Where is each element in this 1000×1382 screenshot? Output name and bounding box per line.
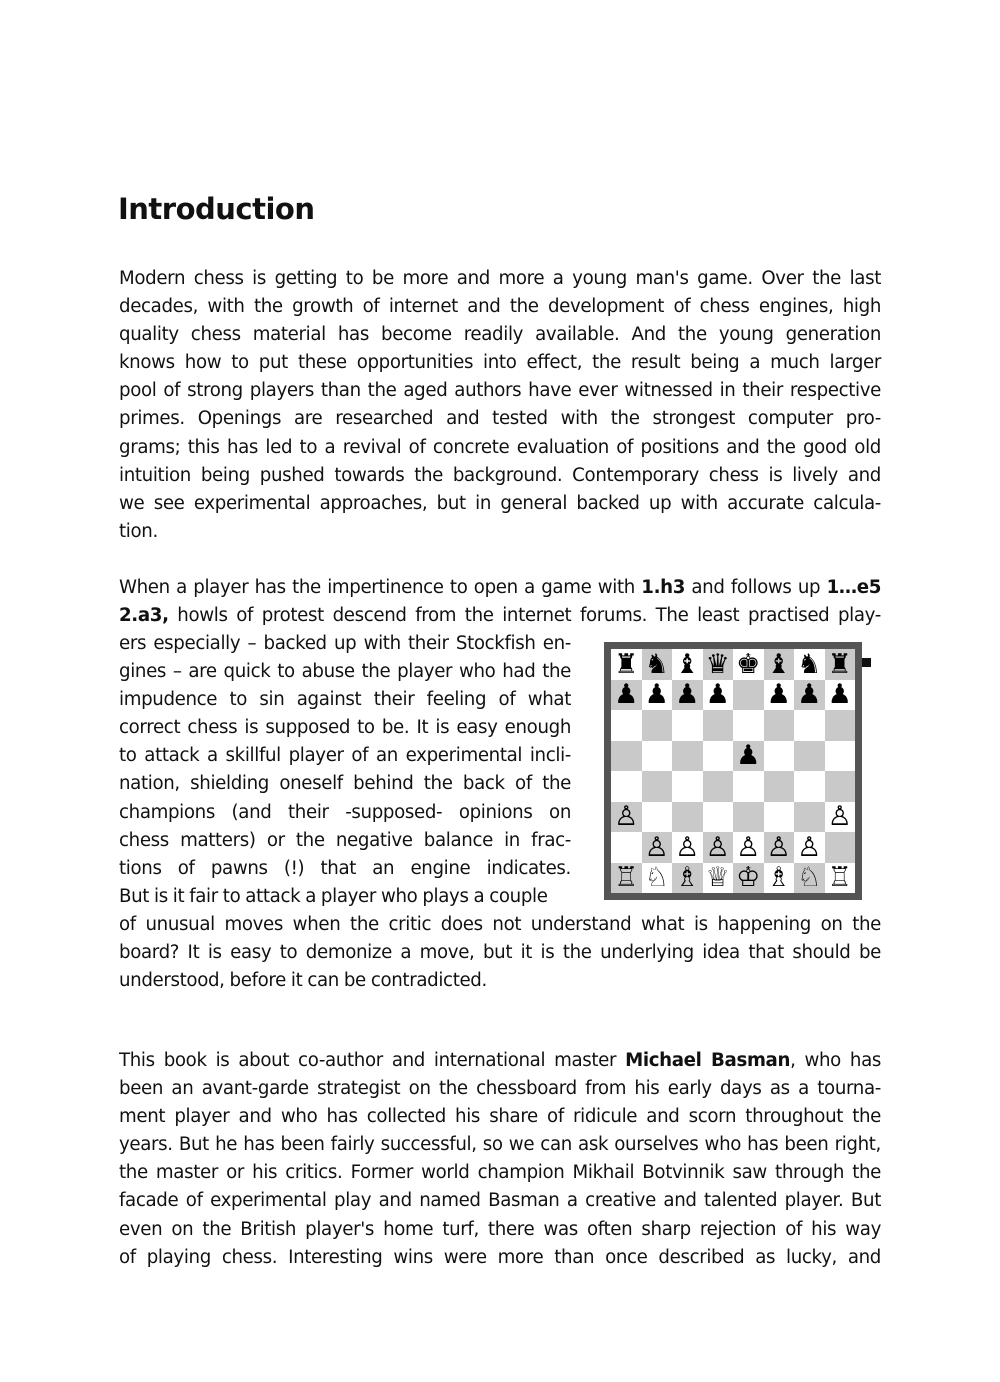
board-square: ♙	[703, 832, 734, 863]
text-line: facade of experimental play and named Basman a creative and talented player. But	[119, 1190, 881, 1212]
text-line: been an avant-garde strategist on the chessboard from his early days as a tourna-	[119, 1078, 881, 1100]
paragraph-criticism-wide	[119, 911, 881, 995]
board-square: ♛	[703, 649, 734, 680]
text-line: of playing chess. Interesting wins were more than once described as lucky, and	[119, 1246, 881, 1268]
board-square	[672, 802, 703, 833]
text-line: champions (and their -supposed- opinions on	[119, 801, 571, 823]
board-square	[733, 771, 764, 802]
text-line: Modern chess is getting to be more and more a young man's game. Over the last	[119, 268, 881, 289]
board-square	[733, 710, 764, 741]
board-square: ♟	[764, 680, 795, 711]
board-square: ♗	[672, 863, 703, 894]
paragraph-h3-line1	[119, 574, 881, 630]
text-run: This book is about co-author and international master	[119, 1050, 626, 1071]
paragraph-criticism-narrow	[119, 630, 571, 911]
board-square	[642, 771, 673, 802]
board-square: ♙	[672, 832, 703, 863]
board-square	[733, 680, 764, 711]
board-square: ♕	[703, 863, 734, 894]
board-square: ♙	[642, 832, 673, 863]
text-line: understood, before it can be contradicted.	[119, 970, 487, 992]
text-line: tions of pawns (!) that an engine indicates.	[119, 857, 571, 879]
paragraph-basman	[119, 1047, 881, 1272]
board-square: ♟	[733, 741, 764, 772]
board-square: ♗	[764, 863, 795, 894]
board-square	[733, 802, 764, 833]
board-square	[672, 741, 703, 772]
board-square	[672, 710, 703, 741]
text-line: quality chess material has become readily available. And the young generation	[119, 324, 881, 346]
board-square	[825, 741, 856, 772]
text-line: intuition being pushed towards the background. Contemporary chess is lively and	[119, 464, 881, 486]
board-square: ♟	[794, 680, 825, 711]
board-square: ♙	[764, 832, 795, 863]
text-line: But is it fair to attack a player who plays a couple	[119, 885, 548, 907]
chess-diagram	[604, 642, 862, 900]
board-square	[764, 710, 795, 741]
board-square: ♙	[794, 832, 825, 863]
board-square: ♜	[611, 649, 642, 680]
board-square	[794, 802, 825, 833]
text-line: tion.	[119, 520, 158, 542]
page-title: Introduction	[118, 192, 315, 226]
board-square	[703, 741, 734, 772]
board-square	[672, 771, 703, 802]
board-square: ♖	[611, 863, 642, 894]
board-square	[825, 710, 856, 741]
board-square	[642, 741, 673, 772]
board-square: ♙	[611, 802, 642, 833]
board-square: ♜	[825, 649, 856, 680]
board-square	[703, 802, 734, 833]
board-square	[825, 832, 856, 863]
text-line: knows how to put these opportunities into effect, the result being a much larger	[119, 352, 881, 374]
text-line: board? It is easy to demonize a move, but it is the underlying idea that should be	[119, 942, 881, 964]
board-square: ♙	[733, 832, 764, 863]
text-line: grams; this has led to a revival of concrete evaluation of positions and the good old	[119, 436, 881, 458]
board-square: ♟	[611, 680, 642, 711]
board-square	[794, 741, 825, 772]
board-square: ♟	[703, 680, 734, 711]
paragraph-intro	[119, 265, 881, 546]
text-run: and follows up	[685, 577, 827, 598]
board-square: ♔	[733, 863, 764, 894]
text-line: even on the British player's home turf, there was often sharp rejection of his way	[119, 1218, 881, 1240]
board-square	[794, 771, 825, 802]
text-line: chess matters) or the negative balance in frac-	[119, 829, 571, 851]
text-run: , who has	[790, 1050, 882, 1071]
black-to-move-marker	[862, 658, 871, 667]
text-line: ment player and who has collected his share of ridicule and scorn throughout the	[119, 1106, 881, 1128]
board-square: ♟	[672, 680, 703, 711]
chess-board	[611, 649, 855, 893]
board-square: ♙	[825, 802, 856, 833]
text-run: When a player has the impertinence to open a game with	[119, 577, 642, 598]
move-h3: 1.h3	[641, 577, 686, 598]
board-square	[703, 771, 734, 802]
board-square: ♟	[642, 680, 673, 711]
board-square	[611, 771, 642, 802]
text-line: years. But he has been fairly successful, so we can ask ourselves who has been right,	[119, 1134, 881, 1156]
text-line: correct chess is supposed to be. It is easy enough	[119, 717, 571, 739]
text-line: decades, with the growth of internet and the development of chess engines, high	[119, 296, 881, 318]
author-name: Michael Basman	[625, 1050, 791, 1071]
board-square: ♖	[825, 863, 856, 894]
board-square: ♚	[733, 649, 764, 680]
text-line: the master or his critics. Former world champion Mikhail Botvinnik saw through the	[119, 1162, 881, 1184]
text-line: we see experimental approaches, but in general backed up with accurate calcula-	[119, 492, 881, 514]
board-square: ♝	[764, 649, 795, 680]
board-square: ♝	[672, 649, 703, 680]
board-square: ♘	[642, 863, 673, 894]
text-run: howls of protest descend from the internet forums. The least practised play-	[168, 605, 881, 627]
text-line: pool of strong players than the aged authors have ever witnessed in their respective	[119, 380, 881, 402]
board-square	[825, 771, 856, 802]
text-line: ers especially – backed up with their Stockfish en-	[119, 633, 571, 654]
text-line: to attack a skillful player of an experimental incli-	[119, 745, 571, 767]
board-square	[611, 710, 642, 741]
move-e5: 1…e5	[826, 577, 881, 598]
board-square	[764, 741, 795, 772]
board-square: ♘	[794, 863, 825, 894]
board-square: ♞	[794, 649, 825, 680]
board-square	[642, 710, 673, 741]
board-square	[642, 802, 673, 833]
board-square	[764, 802, 795, 833]
board-square	[611, 832, 642, 863]
text-line: impudence to sin against their feeling of what	[119, 689, 571, 711]
text-line: gines – are quick to abuse the player who had the	[119, 661, 571, 683]
board-square	[703, 710, 734, 741]
text-line: primes. Openings are researched and tested with the strongest computer pro-	[119, 408, 881, 430]
text-line: nation, shielding oneself behind the back of the	[119, 773, 571, 795]
board-square	[611, 741, 642, 772]
board-square	[794, 710, 825, 741]
board-square	[764, 771, 795, 802]
move-a3: 2.a3,	[119, 605, 169, 627]
board-square: ♞	[642, 649, 673, 680]
text-line: of unusual moves when the critic does not understand what is happening on the	[119, 914, 881, 935]
board-square: ♟	[825, 680, 856, 711]
